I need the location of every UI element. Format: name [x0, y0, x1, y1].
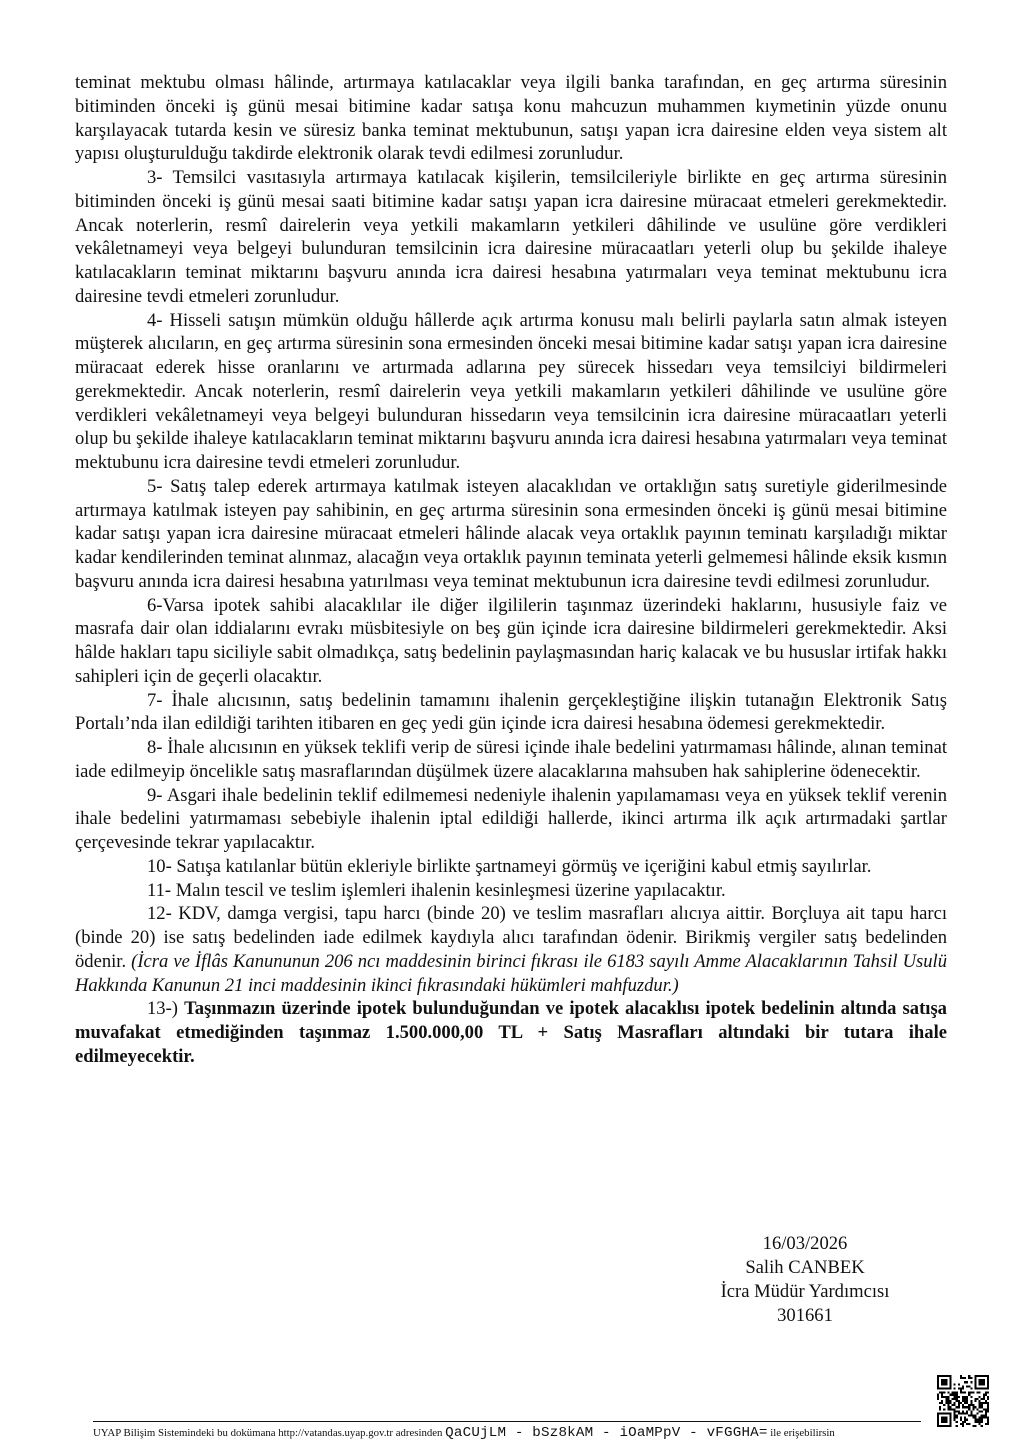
paragraph-11-registration: 11- Malın tescil ve teslim işlemleri ihalenin kesinleşmesi üzerine yapılacaktır.	[147, 879, 726, 901]
paragraph-continuation: teminat mektubu olması hâlinde, artırmaya katılacaklar veya ilgili banka tarafından, en geç artırma süresinin bitiminden önceki iş günü mesai bitimine kadar satışa konu mahcuzun muhammen kıymetinin yüzde onunu karşılayacak tutarda kesin ve süresiz banka teminat mektubunun, satışı yapan icra dairesine elden veya sistem alt yapısı oluşturulduğu takdirde elektronik olarak tevdi edilmesi zorunludur.	[75, 72, 947, 165]
footer-divider	[93, 1421, 921, 1422]
paragraph-9-second-auction: 9- Asgari ihale bedelinin teklif edilmemesi nedeniyle ihalenin yapılamaması veya en yüksek teklif verenin ihale bedelini yatırmaması sebebiyle ihalenin iptal edildiği hallerde, ikinci artırma ilk açık artırmadaki şartlar çerçevesinde tekrar yapılacaktır.	[75, 784, 947, 853]
footer-verification	[93, 1424, 923, 1442]
paragraph-4-shared-sale: 4- Hisseli satışın mümkün olduğu hâllerde açık artırma konusu malı belirli paylarla satın almak isteyen müşterek alıcıların, en geç artırma süresinin sona ermesinden önceki mesai bitimine kadar satışı yapan icra dairesine müracaat ederek hisse oranlarını ve artırmada adlarına pey sürecek hissedarı veya temsilciyi bildirmeleri gerekmektedir. Ancak noterlerin, resmî dairelerin veya yetkili makamların yetkileri dâhilinde ve usulüne göre verdikleri vekâletnameyi veya belgeyi bulunduran hissedarın veya temsilcinin icra dairesine müracaatları yeterli olup bu şekilde ihaleye katılacakların teminat miktarını başvuru anında icra dairesi hesabına yatırmaları veya teminat mektubunu icra dairesine tevdi etmeleri zorunludur.	[75, 309, 947, 473]
signature-name: Salih CANBEK	[745, 1257, 865, 1278]
paragraph-3-representative: 3- Temsilci vasıtasıyla artırmaya katılacak kişilerin, temsilcileriyle birlikte en geç artırma süresinin bitiminden önceki iş günü mesai saati bitimine kadar satışı yapan icra dairesine müracaat etmeleri gerekmektedir. Ancak noterlerin, resmî dairelerin veya yetkili makamların yetkileri dâhilinde ve usulüne göre verdikleri vekâletnameyi veya belgeyi bulunduran temsilcinin icra dairesine müracaatları yeterli olup bu şekilde ihaleye katılacakların teminat miktarını başvuru anında icra dairesi hesabına yatırmaları veya teminat mektubunu icra dairesine tevdi etmeleri zorunludur.	[75, 167, 947, 307]
signature-date: 16/03/2026	[762, 1233, 848, 1254]
paragraph-13-text: Taşınmazın üzerinde ipotek bulunduğundan ve ipotek alacaklısı ipotek bedelinin altında satışa muvafakat etmediğinden taşınmaz 1.500.000,00 TL + Satış Masrafları altındaki bir tutara ihale edilmeyecektir.	[75, 998, 947, 1067]
verification-code[interactable]: QaCUjLM - bSz8kAM - iOaMPpV - vFGGHA=	[445, 1425, 768, 1441]
document-body	[75, 71, 947, 1069]
paragraph-10-acceptance: 10- Satışa katılanlar bütün ekleriyle birlikte şartnameyi görmüş ve içeriğini kabul etmiş sayılırlar.	[147, 855, 872, 877]
signature-registry-number: 301661	[777, 1305, 833, 1326]
paragraph-12-taxes	[75, 902, 947, 997]
paragraph-12-text: 12- KDV, damga vergisi, tapu harcı (binde 20) ve teslim masrafları alıcıya aittir. Borçluya ait tapu harcı (binde 20) ise satış bedelinden iade edilmek kaydıyla alıcı tarafından ödenir. Birikmiş vergiler satış bedelinden ödenir.	[75, 903, 947, 972]
paragraph-8-default: 8- İhale alıcısının en yüksek teklifi verip de süresi içinde ihale bedelini yatırmaması hâlinde, alınan teminat iade edilmeyip öncelikle satış masraflarından düşülmek üzere alacaklarına mahsuben hak sahiplerine ödenecektir.	[75, 737, 947, 782]
qr-code-icon	[937, 1375, 989, 1427]
footer-prefix: UYAP Bilişim Sistemindeki bu dokümana http://vatandas.uyap.gov.tr adresinden	[93, 1427, 443, 1439]
paragraph-12-legal-note: (İcra ve İflâs Kanununun 206 ncı maddesinin birinci fıkrası ile 6183 sayılı Amme Alacaklarının Tahsil Usulü Hakkında Kanunun 21 inci maddesinin ikinci fıkrasındaki hükümleri mahfuzdur.)	[75, 950, 947, 996]
signature-title: İcra Müdür Yardımcısı	[720, 1281, 890, 1302]
paragraph-6-mortgage-claims: 6-Varsa ipotek sahibi alacaklılar ile diğer ilgililerin taşınmaz üzerindeki haklarını, hususiyle faiz ve masrafa dair olan iddialarını evrakı müsbitesiyle on beş gün içinde icra dairesine bildirmeleri gerekmektedir. Aksi hâlde hakları tapu siciliyle sabit olmadıkça, satış bedelinin paylaşmasından hariç kalacak ve bu hususlar irtifak hakkı sahipleri için de geçerli olacaktır.	[75, 594, 947, 687]
paragraph-7-payment-deadline: 7- İhale alıcısının, satış bedelinin tamamını ihalenin gerçekleştiğine ilişkin tutanağın Elektronik Satış Portalı’nda ilan edildiği tarihten itibaren en geç yedi gün içinde icra dairesi hesabına ödemesi gerekmektedir.	[75, 689, 947, 735]
footer-suffix: ile erişebilirsin	[770, 1427, 835, 1439]
signature-block	[690, 1232, 920, 1328]
paragraph-13-number: 13-)	[147, 998, 185, 1020]
paragraph-5-creditor-participation: 5- Satış talep ederek artırmaya katılmak isteyen alacaklıdan ve ortaklığın satış suretiyle giderilmesinde artırmaya katılmak isteyen pay sahibinin, en geç artırma süresinin sona ermesinden önceki iş günü mesai bitimine kadar satışı yapan icra dairesine müracaat etmeleri hâlinde alacak veya ortaklık payının teminatı karşıladığı miktar kadar kendilerinden teminat alınmaz, alacağın veya ortaklık payının teminata yeterli gelmemesi hâlinde eksik kısmın başvuru anında icra dairesi hesabına yatırılması veya teminat mektubunun icra dairesine tevdi edilmesi zorunludur.	[75, 475, 947, 592]
paragraph-13-minimum-bid	[75, 997, 947, 1068]
